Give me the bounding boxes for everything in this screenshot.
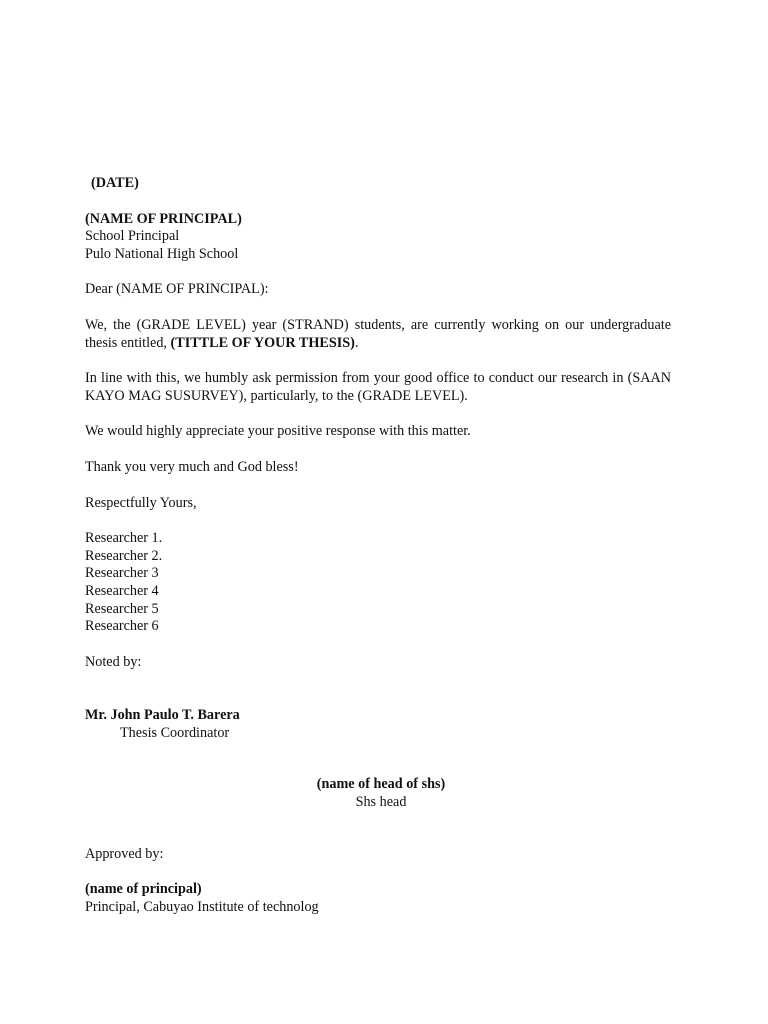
body-paragraph-3: We would highly appreciate your positive response with this matter. xyxy=(85,423,471,440)
recipient-school: Pulo National High School xyxy=(85,245,239,262)
approver-name: (name of principal) xyxy=(85,881,202,898)
recipient-title: School Principal xyxy=(85,228,180,245)
body-paragraph-4: Thank you very much and God bless! xyxy=(85,458,299,475)
spacer xyxy=(85,405,671,423)
spacer xyxy=(85,477,671,495)
researcher-item: Researcher 6 xyxy=(85,618,159,635)
letter-page xyxy=(85,175,671,916)
researcher-item: Researcher 4 xyxy=(85,582,159,599)
approved-by-label: Approved by: xyxy=(85,845,164,862)
coordinator-title: Thesis Coordinator xyxy=(120,724,230,741)
spacer xyxy=(85,512,671,530)
spacer xyxy=(85,352,671,370)
researcher-item: Researcher 1. xyxy=(85,530,163,547)
noted-by-label: Noted by: xyxy=(85,653,142,670)
shs-head-title: Shs head xyxy=(355,794,407,811)
salutation: Dear (NAME OF PRINCIPAL): xyxy=(85,281,269,298)
closing: Respectfully Yours, xyxy=(85,494,197,511)
body-paragraph-1-end: . xyxy=(354,334,359,351)
researcher-item: Researcher 2. xyxy=(85,547,163,564)
spacer xyxy=(85,263,671,281)
body-paragraph-1 xyxy=(85,317,671,352)
shs-head-name: (name of head of shs) xyxy=(316,776,446,793)
researcher-item: Researcher 3 xyxy=(85,565,159,582)
spacer xyxy=(85,812,671,846)
spacer xyxy=(85,671,671,707)
coordinator-name: Mr. John Paulo T. Barera xyxy=(85,707,240,724)
shs-head-signature xyxy=(85,776,677,811)
letter-date: (DATE) xyxy=(91,175,139,191)
spacer xyxy=(85,193,671,211)
spacer xyxy=(85,742,671,776)
spacer xyxy=(85,441,671,459)
spacer xyxy=(85,636,671,654)
researcher-item: Researcher 5 xyxy=(85,600,159,617)
spacer xyxy=(85,863,671,881)
body-paragraph-1-text: We, the (GRADE LEVEL) year (STRAND) students, are currently working on our undergraduate thesis entitled, xyxy=(85,316,671,351)
body-paragraph-2: In line with this, we humbly ask permission from your good office to conduct our research in (SAAN KAYO MAG SUSURVEY), particularly, to the (GRADE LEVEL). xyxy=(85,370,671,404)
thesis-title: (TITTLE OF YOUR THESIS) xyxy=(170,334,355,351)
recipient-name: (NAME OF PRINCIPAL) xyxy=(85,210,242,227)
researcher-list xyxy=(85,530,671,636)
spacer xyxy=(85,299,671,317)
approver-title: Principal, Cabuyao Institute of technolog xyxy=(85,898,319,915)
